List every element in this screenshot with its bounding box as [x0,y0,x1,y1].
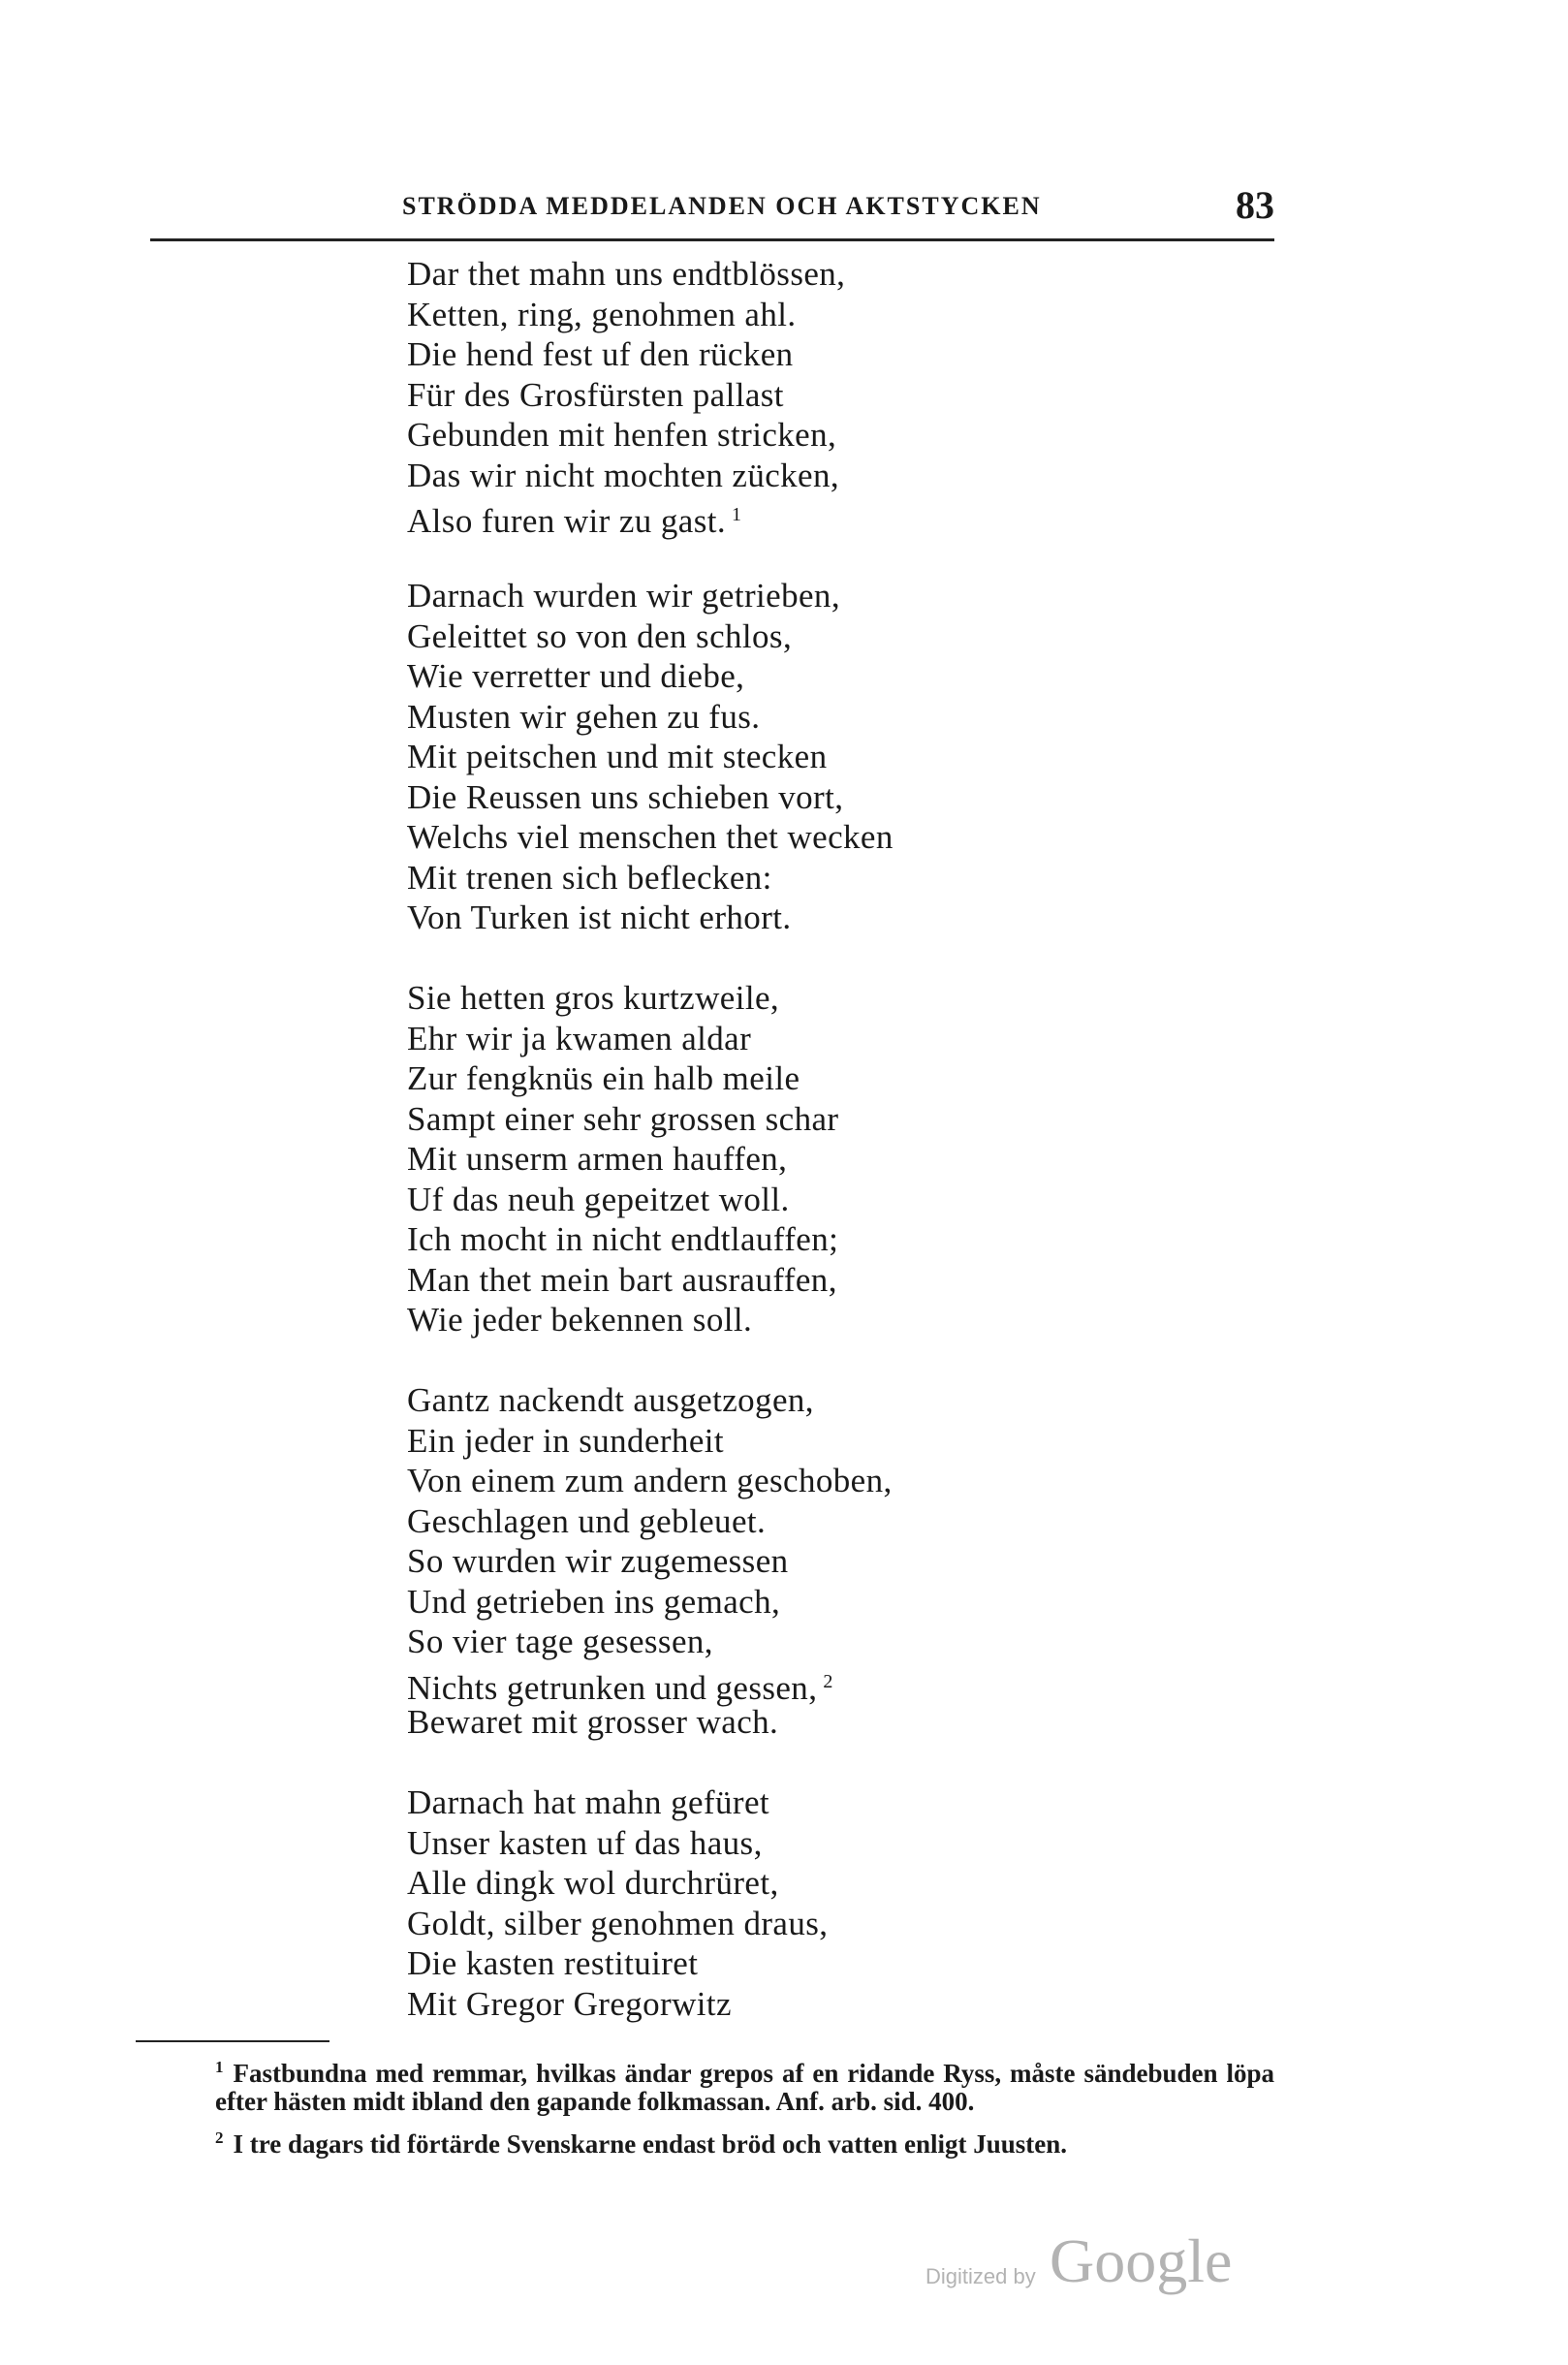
poem-line: Darnach wurden wir getrieben, [407,577,840,615]
page-number: 83 [1236,183,1274,227]
footnote-reference: 2 [823,1670,833,1692]
poem [407,254,1279,2065]
poem-line: Darnach hat mahn gefüret [407,1783,770,1821]
poem-line: Von einem zum andern geschoben, [407,1462,893,1499]
poem-line: Von Turken ist nicht erhort. [407,899,792,936]
stanza [407,1380,1279,1743]
poem-line: Mit Gregor Gregorwitz [407,1984,732,2023]
digitized-watermark [925,2220,1255,2307]
footnote-text: I tre dagars tid förtärde Svenskarne endast bröd och vatten enligt Juusten. [233,2129,1068,2159]
poem-line: Ehr wir ja kwamen aldar [407,1019,752,1057]
poem-line: Die Reussen uns schieben vort, [407,777,844,816]
footnote-text: sändebuden löpa efter hästen midt ibland den gapande folkmassan. Anf. arb. [215,2059,1274,2116]
poem-line: Gantz nackendt ausgetzogen, [407,1381,814,1419]
footnote-number: 1 [215,2058,224,2076]
stanza [407,576,1279,938]
poem-line: Mit unserm armen hauffen, [407,1140,788,1178]
poem-line: Sampt einer sehr grossen schar [407,1099,839,1138]
poem-line: So wurden wir zugemessen [407,1542,789,1580]
poem-line: Wie verretter und diebe, [407,657,745,695]
poem-line: Bewaret mit grosser wach. [407,1703,779,1741]
footnote-rule [136,2040,329,2042]
watermark-prefix: Digitized by [925,2264,1036,2288]
poem-line: Ein jeder in sunderheit [407,1421,725,1460]
footnotes [136,2053,1274,2166]
poem-line: Sie hetten gros kurtzweile, [407,979,780,1017]
poem-line: Musten wir gehen zu fus. [407,697,761,736]
poem-line: Also furen wir zu gast. $^1$ [407,502,742,540]
poem-line: Gebunden mit henfen stricken, [407,416,837,454]
poem-line: Die kasten restituiret [407,1944,699,1982]
poem-line: Nichts getrunken und gessen, $^2$ [407,1668,833,1707]
poem-line: Unser kasten uf das haus, [407,1823,763,1862]
poem-line: Mit peitschen und mit stecken [407,738,828,775]
poem-line: Das wir nicht mochten zücken, [407,456,840,494]
google-logo: Google [1050,2226,1233,2295]
footnote-text: sid. 400. [883,2087,975,2116]
poem-line: Geleittet so von den schlos, [407,616,793,655]
poem-line: Dar thet mahn uns endtblössen, [407,255,846,293]
poem-line: Die hend fest uf den rücken [407,335,794,373]
stanza [407,1782,1279,2024]
poem-line: Man thet mein bart ausrauffen, [407,1260,837,1299]
footnote-1 [136,2053,1274,2116]
poem-line: Und getrieben ins gemach, [407,1582,781,1621]
footnote-number: 2 [215,2128,224,2147]
poem-line: Ich mocht in nicht endtlauffen; [407,1220,839,1258]
poem-line: Wie jeder bekennen soll. [407,1301,753,1339]
poem-line: Ketten, ring, genohmen ahl. [407,295,797,333]
poem-line: Goldt, silber genohmen draus, [407,1904,829,1942]
footnote-reference: 1 [732,504,742,525]
header-rule [150,238,1274,241]
stanza [407,254,1279,540]
footnote-text: Fastbundna med remmar, hvilkas ändar grepos af en ridande Ryss, måste [233,2059,1076,2088]
poem-line: Mit trenen sich beflecken: [407,858,772,897]
running-title: STRÖDDA MEDDELANDEN OCH AKTSTYCKEN [402,192,1042,220]
poem-line: Für des Grosfürsten pallast [407,375,784,414]
page-header [150,176,1274,225]
poem-line: Uf das neuh gepeitzet woll. [407,1180,790,1218]
poem-line: Alle dingk wol durchrüret, [407,1864,779,1902]
footnote-2 [136,2124,1274,2159]
poem-line: Welchs viel menschen thet wecken [407,818,894,856]
poem-line: So vier tage gesessen, [407,1623,713,1660]
poem-line: Zur fengknüs ein halb meile [407,1059,800,1097]
stanza [407,978,1279,1340]
poem-line: Geschlagen und gebleuet. [407,1501,767,1540]
